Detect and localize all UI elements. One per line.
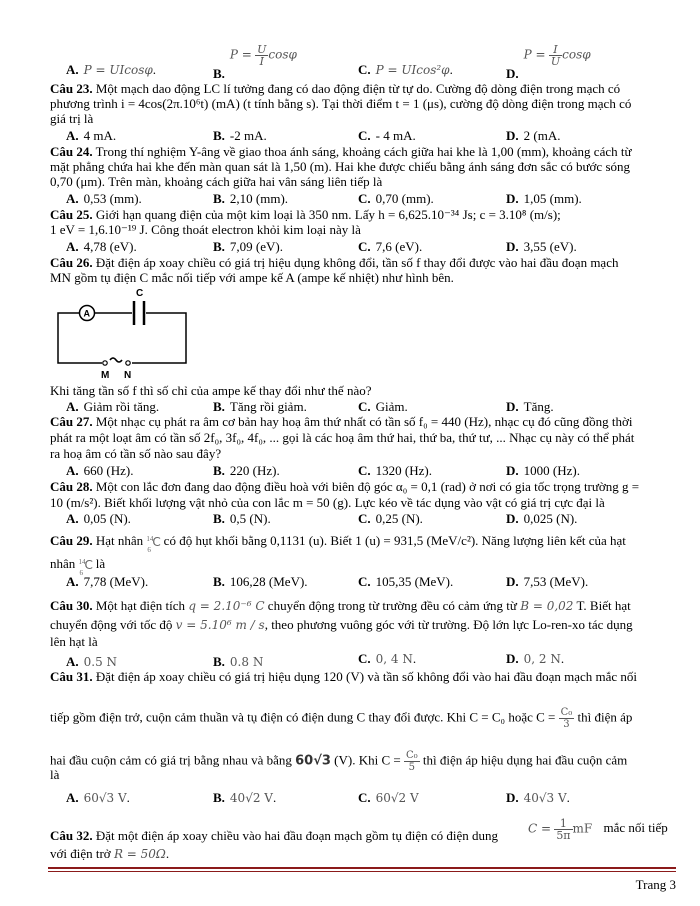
q32-line-2: với điện trở R = 50Ω.: [50, 846, 170, 861]
q29-option-a[interactable]: A. 7,78 (MeV).: [66, 574, 149, 589]
q26-line-1: Câu 26. Đặt điện áp xoay chiều có giá trị hiệu dụng không đổi, tần số f thay đổi được vào hai đầu đoạn mạch: [50, 255, 619, 270]
q29-line-1: Câu 29. Hạt nhân 14 6 C có độ hụt khối bằng 0,1131 (u). Biết 1 (u) = 931,5 (MeV/c²). Năng lượng liên kết của hạt: [50, 533, 626, 555]
q24-option-c[interactable]: C. 0,70 (mm).: [358, 191, 434, 206]
q23-line-1: Câu 23. Một mạch dao động LC lí tưởng đang có dao động điện từ tự do. Cường độ dòng điện trong mạch có: [50, 81, 621, 96]
q31-line-3: hai đầu cuộn cảm có giá trị bằng nhau và bằng 60√3 (V). Khi C = $\frac{\text{C₀}}{5}$ thì điện áp hiệu dụng hai đầu cuộn cảm: [50, 750, 628, 773]
q26-option-a[interactable]: A. Giảm rồi tăng.: [66, 399, 160, 414]
q25-line-2: 1 eV = 1,6.10⁻¹⁹ J. Công thoát electron khỏi kim loại này là: [50, 222, 361, 237]
q23-option-b[interactable]: B. -2 mA.: [213, 128, 267, 143]
q27-option-a[interactable]: A. 660 (Hz).: [66, 463, 134, 478]
terminal-n-label: N: [124, 370, 132, 379]
q22-option-a[interactable]: A. P = UIcosφ.: [66, 62, 157, 77]
q30-option-b[interactable]: B. 0.8 N: [213, 654, 264, 669]
q32-capacitance: C = $\frac{1}{5\pi}$ mF mắc nối tiếp: [528, 817, 668, 842]
circuit-diagram: [52, 287, 192, 379]
q26-option-b[interactable]: B. Tăng rồi giảm.: [213, 399, 307, 414]
q30-option-a[interactable]: A. 0.5 N: [66, 654, 118, 669]
carbon-14-nucleus: 14 6 C: [146, 535, 161, 555]
ammeter-label: A: [83, 308, 90, 319]
q25-option-d[interactable]: D. 3,55 (eV).: [506, 239, 577, 254]
terminal-m: [103, 361, 107, 365]
page-number: Trang 3: [635, 877, 676, 892]
q26-option-c[interactable]: C. Giảm.: [358, 399, 408, 414]
q28-option-a[interactable]: A. 0,05 (N).: [66, 511, 131, 526]
q23-option-a[interactable]: A. 4 mA.: [66, 128, 117, 143]
q28-option-d[interactable]: D. 0,025 (N).: [506, 511, 578, 526]
carbon-14-nucleus-2: 14 6 C: [78, 558, 93, 578]
q29-option-c[interactable]: C. 105,35 (MeV).: [358, 574, 454, 589]
q24-option-b[interactable]: B. 2,10 (mm).: [213, 191, 289, 206]
q30-line-3: lên hạt là: [50, 634, 98, 649]
terminal-n: [126, 361, 130, 365]
q30-line-2: chuyển động với tốc độ v = 5.10⁶ m / s, theo phương vuông góc với từ trường. Độ lớn lực Lo-ren-xo tác dụng: [50, 617, 633, 632]
q24-line-1: Câu 24. Trong thí nghiệm Y-âng về giao thoa ánh sáng, khoảng cách giữa hai khe là 1,00 (mm), khoảng cách từ: [50, 144, 632, 159]
q22-option-c[interactable]: C. P = UIcos²φ.: [358, 62, 453, 77]
q25-option-c[interactable]: C. 7,6 (eV).: [358, 239, 423, 254]
q27-line-1: Câu 27. Một nhạc cụ phát ra âm cơ bản hay hoạ âm thứ nhất có tần số f₀ = 440 (Hz), nhạc cụ đó cũng đồng thời: [50, 414, 633, 429]
q23-option-d[interactable]: D. 2 (mA.: [506, 128, 561, 143]
q29-option-b[interactable]: B. 106,28 (MeV).: [213, 574, 308, 589]
q31-option-c[interactable]: C. 60√2 V: [358, 790, 419, 805]
q27-line-3: ra hoạ âm có tần số nào sau đây?: [50, 446, 222, 461]
q25-option-a[interactable]: A. 4,78 (eV).: [66, 239, 137, 254]
q24-option-d[interactable]: D. 1,05 (mm).: [506, 191, 582, 206]
q28-option-c[interactable]: C. 0,25 (N).: [358, 511, 423, 526]
q28-line-2: 10 (m/s²). Biết khối lượng vật nhỏ của con lắc m = 50 (g). Lực kéo về tác dụng vào vật có giá trị cực đại là: [50, 495, 605, 510]
q28-option-b[interactable]: B. 0,5 (N).: [213, 511, 271, 526]
q24-line-3: 0,70 (μm). Trên màn, khoảng cách giữa hai vân sáng liên tiếp là: [50, 174, 383, 189]
q29-option-d[interactable]: D. 7,53 (MeV).: [506, 574, 589, 589]
q31-line-4: là: [50, 767, 60, 782]
q24-option-a[interactable]: A. 0,53 (mm).: [66, 191, 142, 206]
q30-option-d[interactable]: D. 0, 2 N.: [506, 651, 565, 666]
q25-option-b[interactable]: B. 7,09 (eV).: [213, 239, 283, 254]
capacitor-label: C: [136, 288, 144, 299]
q31-fraction-c0-5: $\frac{\text{C₀}}{5}$: [405, 750, 418, 773]
q31-line-2: tiếp gồm điện trở, cuộn cảm thuần và tụ điện có điện dung C thay đổi được. Khi C = C₀ hoặc C = $\frac{\text{C₀}}{3}$ thì điện áp: [50, 707, 633, 730]
q23-line-3: giá trị là: [50, 111, 94, 126]
footer-rule-thin: [48, 871, 676, 872]
q32-line-1: Câu 32. Đặt một điện áp xoay chiều vào hai đầu đoạn mạch gồm tụ điện có điện dung: [50, 828, 499, 843]
q22-option-b[interactable]: B.P = $\frac{U}{I}$ cosφ: [213, 43, 297, 82]
q31-line-1: Câu 31. Đặt điện áp xoay chiều có giá trị hiệu dụng 120 (V) và tần số không đổi vào hai đầu đoạn mạch mắc nối: [50, 669, 638, 684]
q32-cap-fraction: $\frac{1}{5\pi}$: [556, 817, 571, 842]
q31-option-d[interactable]: D. 40√3 V.: [506, 790, 570, 805]
q27-line-2: phát ra một loạt âm có tần số 2f₀, 3f₀, 4f₀, ... gọi là các hoạ âm thứ hai, thứ ba, thứ tư, ... Nhạc cụ này có thể phát: [50, 430, 635, 445]
q22-b-fraction: $\frac{U}{I}$: [257, 43, 267, 68]
q31-option-b[interactable]: B. 40√2 V.: [213, 790, 277, 805]
q22-d-fraction: $\frac{I}{U}$: [550, 43, 561, 68]
q25-line-1: Câu 25. Giới hạn quang điện của một kim loại là 350 nm. Lấy h = 6,625.10⁻³⁴ Js; c = 3.10⁸ (m/s);: [50, 207, 561, 222]
q23-line-2: phương trình i = 4cos(2π.10⁶t) (mA) (t tính bằng s). Tại thời điểm t = 1 (μs), cường độ dòng điện trong mạch có: [50, 96, 632, 111]
q26-line-2: MN gồm tụ điện C mắc nối tiếp với ampe kế A (ampe kế nhiệt) như hình bên.: [50, 270, 454, 285]
q28-line-1: Câu 28. Một con lắc đơn đang dao động điều hoà với biên độ góc α₀ = 0,1 (rad) ở nơi có gia tốc trọng trường g =: [50, 479, 640, 494]
q30-line-1: Câu 30. Một hạt điện tích q = 2.10⁻⁶ C chuyển động trong từ trường đều có cảm ứng từ B = 0,02 T. Biết hạt: [50, 598, 631, 613]
q23-option-c[interactable]: C. - 4 mA.: [358, 128, 416, 143]
q27-option-d[interactable]: D. 1000 (Hz).: [506, 463, 580, 478]
q31-option-a[interactable]: A. 60√3 V.: [66, 790, 130, 805]
q26-option-d[interactable]: D. Tăng.: [506, 399, 554, 414]
q29-line-2: nhân 14 6 C là: [50, 556, 106, 578]
q27-option-c[interactable]: C. 1320 (Hz).: [358, 463, 432, 478]
q22-option-d[interactable]: D.P = $\frac{I}{U}$ cosφ: [506, 43, 591, 82]
q24-line-2: mặt phẳng chứa hai khe đến màn quan sát là 1,50 (m). Hai khe được chiếu bằng ánh sáng đơn sắc có bước sóng: [50, 159, 631, 174]
terminal-m-label: M: [101, 370, 110, 379]
footer-rule: [48, 867, 676, 869]
circuit-wire: [58, 313, 186, 363]
q31-fraction-c0-3: $\frac{\text{C₀}}{3}$: [560, 707, 573, 730]
q27-option-b[interactable]: B. 220 (Hz).: [213, 463, 280, 478]
q26-question: Khi tăng tần số f thì số chỉ của ampe kế thay đổi như thế nào?: [50, 383, 372, 398]
q30-option-c[interactable]: C. 0, 4 N.: [358, 651, 417, 666]
